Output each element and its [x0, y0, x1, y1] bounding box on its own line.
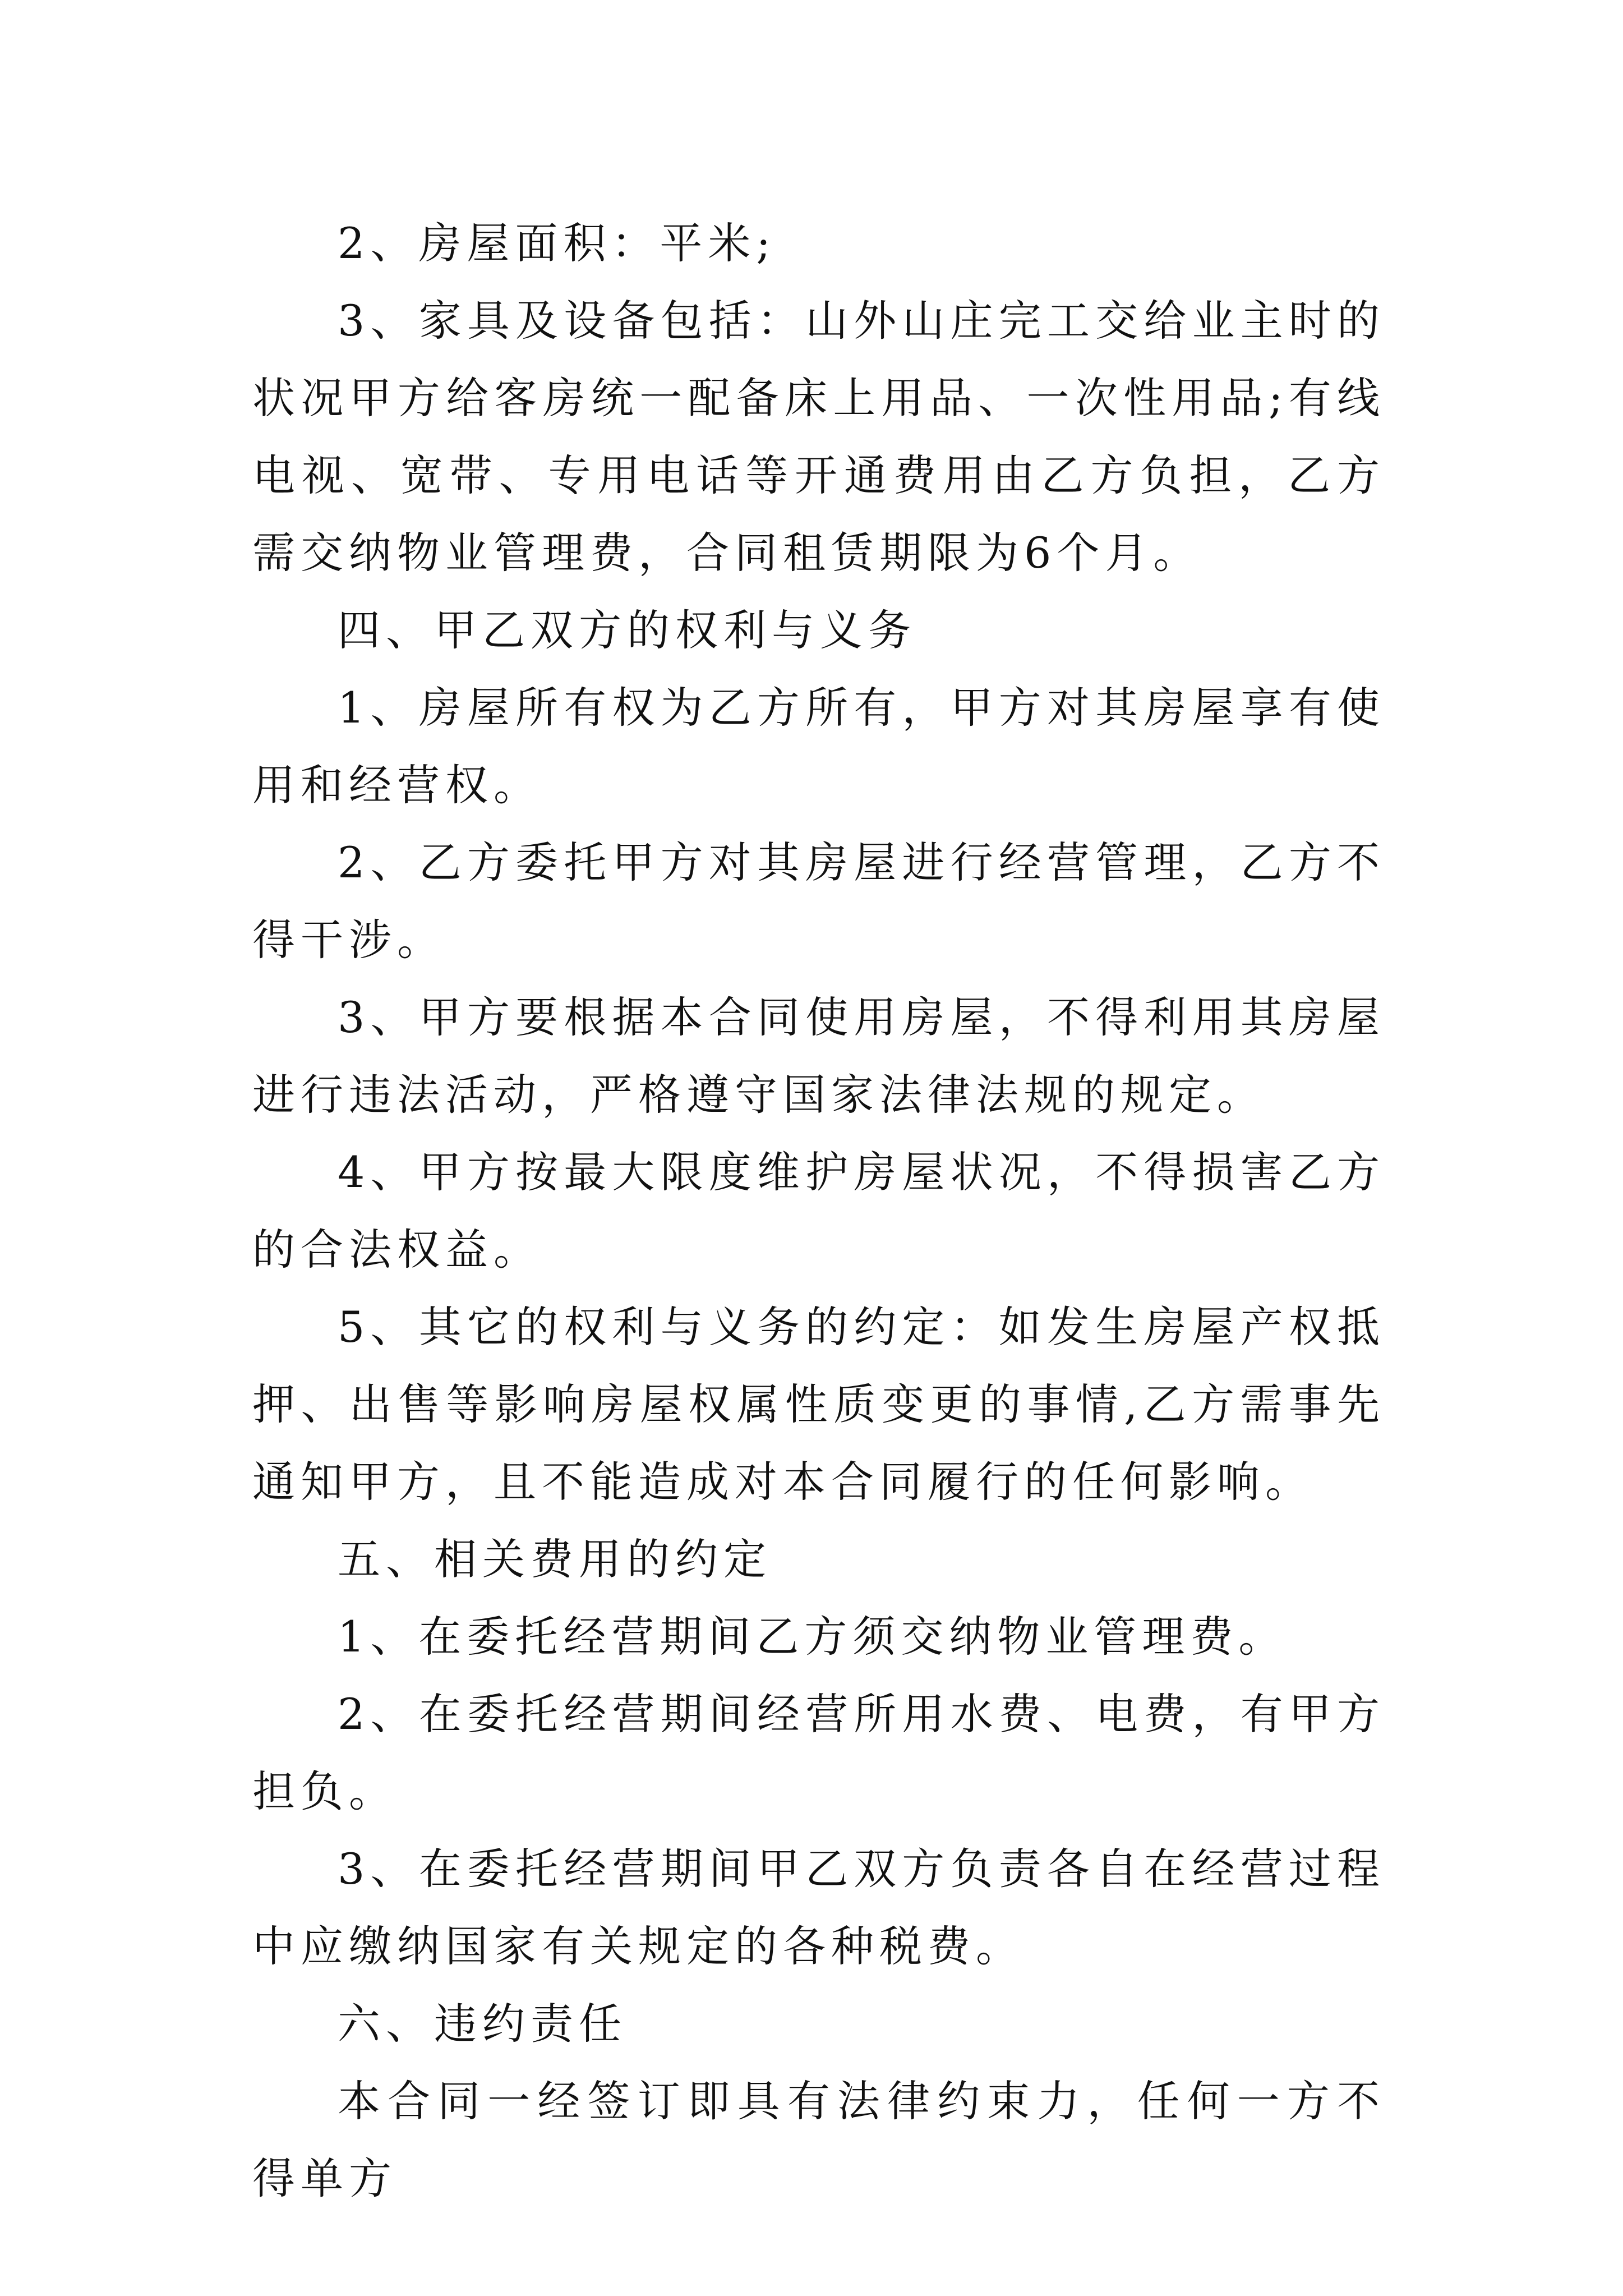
paragraph-property-fee: 1、在委托经营期间乙方须交纳物业管理费。: [338, 1612, 1287, 1662]
paragraph-other-rights: 5、其它的权利与义务的约定：如发生房屋产权抵押、出售等影响房屋权属性质变更的事情,乙方需事先通知甲方，且不能造成对本合同履行的任何影响。: [252, 1302, 1385, 1507]
paragraph-ownership: 1、房屋所有权为乙方所有，甲方对其房屋享有使用和经营权。: [252, 683, 1385, 810]
paragraph-utilities: 2、在委托经营期间经营所用水费、电费，有甲方担负。: [252, 1689, 1385, 1816]
paragraph-furniture-equipment: 3、家具及设备包括：山外山庄完工交给业主时的状况甲方给客房统一配备床上用品、一次性用品;有线电视、宽带、专用电话等开通费用由乙方负担，乙方需交纳物业管理费，合同租赁期限为6个月。: [252, 296, 1385, 578]
paragraph-entrust-management: 2、乙方委托甲方对其房屋进行经营管理，乙方不得干涉。: [252, 838, 1385, 965]
paragraph-maintenance: 4、甲方按最大限度维护房屋状况，不得损害乙方的合法权益。: [252, 1147, 1385, 1274]
paragraph-binding-force: 本合同一经签订即具有法律约束力，任何一方不得单方: [252, 2076, 1385, 2203]
document-body: [252, 205, 1385, 2217]
paragraph-lawful-use: 3、甲方要根据本合同使用房屋，不得利用其房屋进行违法活动，严格遵守国家法律法规的规定。: [252, 992, 1385, 1120]
paragraph-taxes: 3、在委托经营期间甲乙双方负责各自在经营过程中应缴纳国家有关规定的各种税费。: [252, 1844, 1385, 1971]
paragraph-house-area: 2、房屋面积：平米;: [338, 218, 776, 268]
section-heading-breach: 六、违约责任: [338, 1999, 627, 2049]
section-heading-fees: 五、相关费用的约定: [338, 1534, 772, 1584]
section-heading-rights-obligations: 四、甲乙双方的权利与义务: [338, 605, 916, 655]
